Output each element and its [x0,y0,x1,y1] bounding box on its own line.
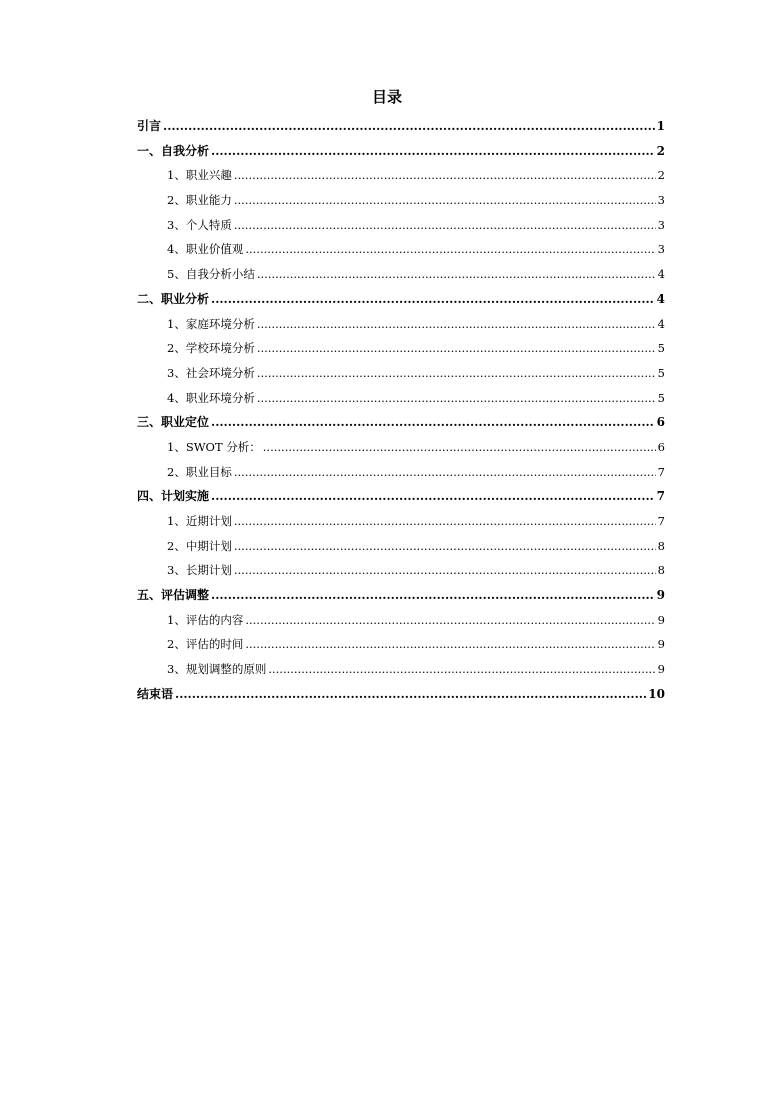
toc-entry-subsection[interactable] [137,188,665,213]
toc-entry-page-number: 4 [657,316,665,331]
toc-entry-page-number: 6 [656,415,665,430]
toc-entry-page-number: 3 [657,193,665,208]
toc-entry-page-number: 5 [657,365,665,380]
toc-entry-label: 3、社会环境分析 [167,365,255,380]
dot-leader [245,608,655,633]
toc-entry-subsection[interactable] [137,361,665,386]
dot-leader [257,386,656,411]
dot-leader [257,336,656,361]
toc-entry-page-number: 3 [657,242,665,257]
toc-entry-section[interactable] [137,682,665,707]
toc-entry-subsection[interactable] [137,509,665,534]
dot-leader [263,435,656,460]
toc-entry-label: 3、长期计划 [167,563,232,578]
toc-entry-label: 五、评估调整 [137,588,210,603]
toc-entry-subsection[interactable] [137,657,665,682]
toc-entry-subsection[interactable] [137,213,665,238]
toc-entry-label: 1、家庭环境分析 [167,316,255,331]
dot-leader [234,163,656,188]
toc-entry-page-number: 7 [656,489,665,504]
toc-entry-label: 2、职业能力 [167,193,232,208]
toc-title: 目录 [371,88,402,106]
toc-entry-label: 二、职业分析 [137,291,210,306]
dot-leader [234,213,656,238]
toc-entry-page-number: 10 [648,686,665,701]
toc-entry-label: 三、职业定位 [137,415,210,430]
dot-leader [234,534,656,559]
dot-leader [175,682,646,707]
toc-entry-subsection[interactable] [137,336,665,361]
toc-entry-subsection[interactable] [137,163,665,188]
toc-entry-subsection[interactable] [137,386,665,411]
toc-entry-section[interactable] [137,484,665,509]
dot-leader [234,188,656,213]
dot-leader [163,114,655,139]
toc-entry-subsection[interactable] [137,608,665,633]
toc-entry-label: 3、规划调整的原则 [167,662,267,677]
toc-entry-subsection[interactable] [137,435,665,460]
toc-entry-label: 5、自我分析小结 [167,267,255,282]
toc-entry-page-number: 3 [657,217,665,232]
toc-entry-label: 引言 [137,119,162,133]
dot-leader [257,312,656,337]
dot-leader [211,484,655,509]
toc-entry-page-number: 8 [657,563,665,578]
dot-leader [245,237,655,262]
toc-entry-subsection[interactable] [137,237,665,262]
toc-entry-label: 1、SWOT 分析： [167,439,261,454]
toc-entry-page-number: 8 [657,538,665,553]
toc-entry-label: 四、计划实施 [137,489,210,504]
toc-entry-label: 结束语 [137,686,174,701]
toc-entry-label: 2、评估的时间 [167,637,244,652]
toc-entry-page-number: 9 [656,588,665,603]
dot-leader [245,632,655,657]
toc-entry-section[interactable] [137,114,665,139]
toc-entry-label: 1、近期计划 [167,514,232,528]
dot-leader [234,558,656,583]
dot-leader [268,657,655,682]
toc-entry-subsection[interactable] [137,558,665,583]
toc-entry-subsection[interactable] [137,460,665,485]
toc-entry-page-number: 2 [657,168,665,183]
toc-entry-subsection[interactable] [137,632,665,657]
toc-entry-label: 2、中期计划 [167,538,232,553]
toc-entry-label: 2、学校环境分析 [167,341,255,356]
dot-leader [211,410,655,435]
toc-entry-page-number: 5 [657,341,665,356]
toc-entry-page-number: 9 [657,637,665,652]
toc-entry-page-number: 4 [656,291,665,306]
toc-entry-label: 3、个人特质 [167,217,232,232]
toc-entry-page-number: 1 [656,119,665,133]
toc-entry-label: 4、职业环境分析 [167,390,255,405]
dot-leader [234,509,656,534]
toc-entry-page-number: 4 [657,267,665,282]
dot-leader [211,287,655,312]
table-of-contents [137,114,665,707]
dot-leader [257,262,656,287]
toc-entry-section[interactable] [137,583,665,608]
toc-entry-section[interactable] [137,139,665,164]
toc-entry-section[interactable] [137,287,665,312]
toc-entry-page-number: 2 [656,143,665,158]
toc-entry-label: 1、评估的内容 [167,612,244,627]
toc-entry-page-number: 7 [657,514,665,528]
toc-entry-label: 1、职业兴趣 [167,168,232,183]
dot-leader [211,583,655,608]
toc-entry-subsection[interactable] [137,262,665,287]
toc-entry-label: 2、职业目标 [167,464,232,479]
toc-entry-subsection[interactable] [137,534,665,559]
toc-entry-subsection[interactable] [137,312,665,337]
toc-entry-page-number: 9 [657,662,665,677]
toc-entry-page-number: 5 [657,390,665,405]
dot-leader [211,139,655,164]
toc-entry-page-number: 7 [657,464,665,479]
toc-entry-label: 4、职业价值观 [167,242,244,257]
toc-entry-label: 一、自我分析 [137,143,210,158]
toc-entry-page-number: 9 [657,612,665,627]
toc-entry-section[interactable] [137,410,665,435]
dot-leader [257,361,656,386]
toc-entry-page-number: 6 [657,439,665,454]
dot-leader [234,460,656,485]
